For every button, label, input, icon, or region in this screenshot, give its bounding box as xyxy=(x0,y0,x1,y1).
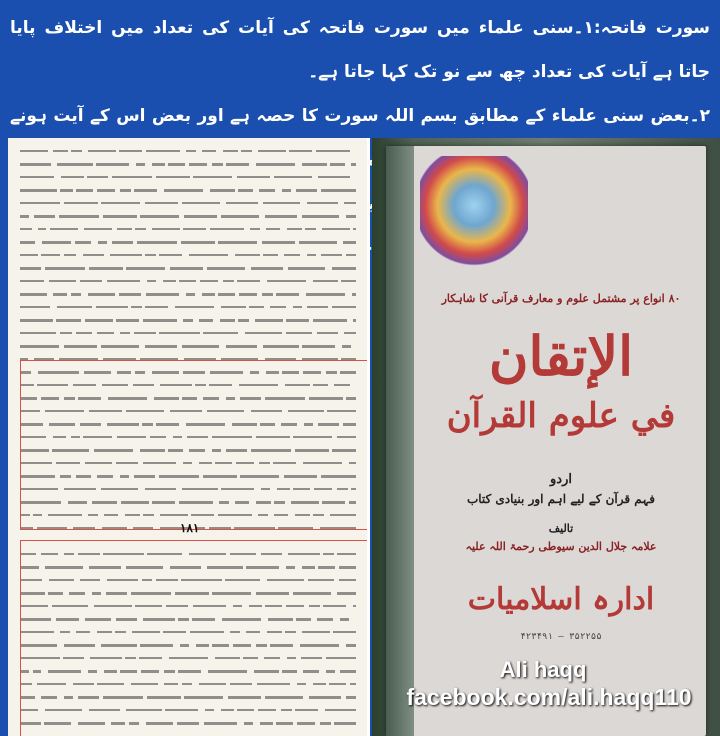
text-stroke xyxy=(306,293,345,296)
text-stroke xyxy=(274,176,312,178)
text-stroke xyxy=(75,241,91,244)
scanned-book-page xyxy=(8,138,370,736)
text-stroke xyxy=(302,215,339,218)
text-stroke xyxy=(59,215,99,218)
text-stroke xyxy=(60,189,73,192)
text-stroke xyxy=(186,150,196,152)
text-stroke xyxy=(263,254,278,256)
text-stroke xyxy=(245,332,282,334)
text-stroke xyxy=(107,280,140,282)
text-stroke xyxy=(235,254,260,256)
book-cover-photo xyxy=(372,138,720,736)
page-number: ۱۸۱ xyxy=(180,521,200,535)
text-stroke xyxy=(152,228,180,230)
text-stroke xyxy=(250,228,260,230)
text-stroke xyxy=(289,150,312,152)
highlight-box-top xyxy=(20,360,370,530)
text-stroke xyxy=(71,150,82,152)
text-stroke xyxy=(321,189,356,192)
text-stroke xyxy=(119,293,141,296)
text-stroke xyxy=(259,189,275,192)
text-stroke xyxy=(120,189,131,192)
text-stroke xyxy=(202,293,215,296)
text-stroke xyxy=(182,202,220,204)
text-stroke xyxy=(60,332,72,334)
text-stroke xyxy=(223,280,234,282)
text-stroke xyxy=(20,215,29,218)
text-stroke xyxy=(258,150,286,152)
text-stroke xyxy=(239,293,257,296)
text-stroke xyxy=(265,215,297,218)
text-stroke xyxy=(20,293,47,296)
text-stroke xyxy=(255,319,283,322)
text-stroke xyxy=(103,215,137,218)
text-stroke xyxy=(135,228,146,230)
book-cover xyxy=(386,146,706,736)
text-stroke xyxy=(221,306,246,308)
text-stroke xyxy=(71,293,81,296)
text-stroke xyxy=(351,163,356,166)
text-stroke xyxy=(241,150,252,152)
text-stroke xyxy=(263,345,299,348)
text-stroke xyxy=(84,228,112,230)
text-stroke xyxy=(286,332,312,334)
text-stroke xyxy=(288,267,325,270)
text-stroke xyxy=(170,267,203,270)
text-stroke xyxy=(293,306,302,308)
text-stroke xyxy=(20,150,48,152)
text-stroke xyxy=(332,267,356,270)
text-stroke xyxy=(112,241,133,244)
text-stroke xyxy=(145,306,168,308)
text-stroke xyxy=(101,202,140,204)
text-stroke xyxy=(199,319,213,322)
text-stroke xyxy=(89,267,123,270)
text-stroke xyxy=(50,228,78,230)
text-stroke xyxy=(353,319,356,322)
cover-tagline: فہم قرآن کے لیے اہم اور بنیادی کتاب xyxy=(466,492,656,506)
text-stroke xyxy=(175,306,214,308)
cover-title-secondary: في علوم القرآن xyxy=(446,396,676,436)
text-stroke xyxy=(346,215,356,218)
cover-subtitle: ۸۰ انواع پر مشتمل علوم و معارف قرآنی کا شاہکار xyxy=(441,292,681,305)
text-stroke xyxy=(98,241,107,244)
publisher-name: ادارہ اسلامیات xyxy=(467,582,655,617)
text-stroke xyxy=(226,345,257,348)
text-stroke xyxy=(183,228,206,230)
watermark-name: Ali haqq xyxy=(499,657,587,682)
text-stroke xyxy=(249,306,264,308)
text-stroke xyxy=(316,150,350,152)
text-stroke xyxy=(305,228,316,230)
text-stroke xyxy=(164,189,203,192)
text-stroke xyxy=(296,189,317,192)
text-stroke xyxy=(341,280,356,282)
text-stroke xyxy=(147,280,156,282)
text-stroke xyxy=(256,163,295,166)
text-stroke xyxy=(20,267,41,270)
text-stroke xyxy=(101,345,139,348)
text-stroke xyxy=(34,215,55,218)
text-stroke xyxy=(302,163,327,166)
text-stroke xyxy=(88,293,115,296)
text-stroke xyxy=(49,280,76,282)
text-stroke xyxy=(146,150,180,152)
text-stroke xyxy=(200,280,218,282)
text-stroke xyxy=(203,332,238,334)
publisher-phones: ۴۲۳۴۹۱ — ۳۵۲۲۵۵ xyxy=(520,632,602,642)
text-stroke xyxy=(20,241,35,244)
text-stroke xyxy=(156,176,190,178)
text-stroke xyxy=(145,345,177,348)
text-stroke xyxy=(186,293,195,296)
text-stroke xyxy=(126,267,165,270)
text-stroke xyxy=(83,254,104,256)
text-stroke xyxy=(322,228,350,230)
text-stroke xyxy=(263,202,300,204)
text-stroke xyxy=(218,293,235,296)
text-stroke xyxy=(88,150,116,152)
text-stroke xyxy=(20,202,60,204)
text-stroke xyxy=(313,280,338,282)
text-stroke xyxy=(220,319,235,322)
text-stroke xyxy=(317,332,338,334)
text-stroke xyxy=(262,293,273,296)
text-stroke xyxy=(146,293,179,296)
text-stroke xyxy=(179,280,196,282)
text-stroke xyxy=(20,306,50,308)
text-stroke xyxy=(38,228,46,230)
watermark-link[interactable]: facebook.com/ali.haqq110 xyxy=(406,684,692,710)
text-stroke xyxy=(218,241,257,244)
calligraphy-logo-icon xyxy=(420,156,528,266)
author-label: تالیف xyxy=(548,522,574,535)
text-stroke xyxy=(159,254,182,256)
text-stroke xyxy=(210,189,235,192)
text-stroke xyxy=(212,163,223,166)
text-stroke xyxy=(182,345,219,348)
text-stroke xyxy=(302,345,335,348)
text-stroke xyxy=(116,319,139,322)
text-stroke xyxy=(117,228,132,230)
text-stroke xyxy=(110,254,142,256)
text-stroke xyxy=(112,176,152,178)
text-stroke xyxy=(181,241,215,244)
text-stroke xyxy=(287,228,302,230)
text-stroke xyxy=(97,189,115,192)
text-stroke xyxy=(262,241,295,244)
text-stroke xyxy=(134,332,156,334)
text-stroke xyxy=(64,254,76,256)
text-stroke xyxy=(238,319,249,322)
text-stroke xyxy=(61,176,84,178)
text-stroke xyxy=(299,241,337,244)
cover-title: الإتقان xyxy=(488,324,634,388)
text-stroke xyxy=(189,163,207,166)
text-stroke xyxy=(237,280,260,282)
text-stroke xyxy=(184,215,217,218)
text-stroke xyxy=(120,332,130,334)
text-stroke xyxy=(80,280,102,282)
text-stroke xyxy=(45,267,85,270)
text-stroke xyxy=(20,163,51,166)
highlight-box-bottom xyxy=(20,540,370,736)
text-stroke xyxy=(207,267,245,270)
text-stroke xyxy=(137,241,177,244)
text-stroke xyxy=(145,254,156,256)
text-stroke xyxy=(20,319,53,322)
text-stroke xyxy=(210,228,244,230)
text-stroke xyxy=(343,241,356,244)
text-stroke xyxy=(41,254,60,256)
text-stroke xyxy=(284,254,300,256)
text-stroke xyxy=(119,150,142,152)
text-stroke xyxy=(270,306,286,308)
text-stroke xyxy=(76,189,93,192)
text-stroke xyxy=(266,228,280,230)
text-stroke xyxy=(342,345,351,348)
text-stroke xyxy=(145,202,178,204)
text-stroke xyxy=(346,254,356,256)
text-stroke xyxy=(286,319,309,322)
text-stroke xyxy=(20,280,44,282)
text-stroke xyxy=(57,163,93,166)
text-stroke xyxy=(332,306,356,308)
text-stroke xyxy=(20,254,38,256)
text-stroke xyxy=(221,215,259,218)
text-stroke xyxy=(57,306,92,308)
text-stroke xyxy=(96,163,129,166)
text-stroke xyxy=(330,163,345,166)
text-stroke xyxy=(183,319,193,322)
header-line: ۲۔بعض سنی علماء کے مطابق بسم اللہ سورت کا حصہ ہے اور بعض اس کے آیت ہونے xyxy=(10,106,710,126)
text-stroke xyxy=(251,267,283,270)
header-text xyxy=(0,0,720,138)
text-stroke xyxy=(140,215,179,218)
text-stroke xyxy=(64,202,98,204)
text-stroke xyxy=(53,150,68,152)
text-stroke xyxy=(97,332,114,334)
text-stroke xyxy=(168,163,185,166)
text-stroke xyxy=(276,293,299,296)
text-stroke xyxy=(53,293,67,296)
text-stroke xyxy=(344,202,356,204)
text-stroke xyxy=(143,319,177,322)
text-stroke xyxy=(353,228,356,230)
text-stroke xyxy=(352,293,356,296)
text-stroke xyxy=(344,332,356,334)
text-stroke xyxy=(226,163,249,166)
cover-language: اردو xyxy=(550,472,572,487)
text-stroke xyxy=(282,189,291,192)
text-stroke xyxy=(96,306,128,308)
text-stroke xyxy=(134,189,157,192)
text-stroke xyxy=(131,306,142,308)
text-stroke xyxy=(64,345,97,348)
text-stroke xyxy=(87,176,108,178)
text-stroke xyxy=(20,345,59,348)
text-stroke xyxy=(307,202,338,204)
text-stroke xyxy=(159,332,200,334)
text-stroke xyxy=(223,150,238,152)
text-stroke xyxy=(226,202,258,204)
text-stroke xyxy=(20,228,32,230)
text-stroke xyxy=(20,189,57,192)
text-stroke xyxy=(152,163,165,166)
text-stroke xyxy=(321,254,342,256)
book-spine xyxy=(386,146,414,736)
text-stroke xyxy=(189,254,228,256)
text-stroke xyxy=(85,319,113,322)
text-stroke xyxy=(193,176,232,178)
text-stroke xyxy=(76,332,92,334)
text-stroke xyxy=(20,176,54,178)
text-stroke xyxy=(136,163,145,166)
text-stroke xyxy=(238,189,253,192)
text-stroke xyxy=(237,176,270,178)
text-stroke xyxy=(267,280,306,282)
text-stroke xyxy=(56,319,81,322)
text-stroke xyxy=(307,306,328,308)
author-name: علامہ جلال الدین سیوطی رحمۃ اللہ علیہ xyxy=(465,540,657,553)
text-stroke xyxy=(20,332,56,334)
text-stroke xyxy=(313,319,347,322)
text-stroke xyxy=(202,150,216,152)
header-line: سورت فاتحہ:۱۔سنی علماء میں سورت فاتحہ کی آیات کی تعداد میں اختلاف پایا جاتا ہے آیات کی تعداد چھ سے نو تک کہا جاتا ہے۔ xyxy=(10,18,711,82)
text-stroke xyxy=(163,280,176,282)
text-stroke xyxy=(307,254,316,256)
text-stroke xyxy=(318,176,350,178)
text-stroke xyxy=(42,241,71,244)
